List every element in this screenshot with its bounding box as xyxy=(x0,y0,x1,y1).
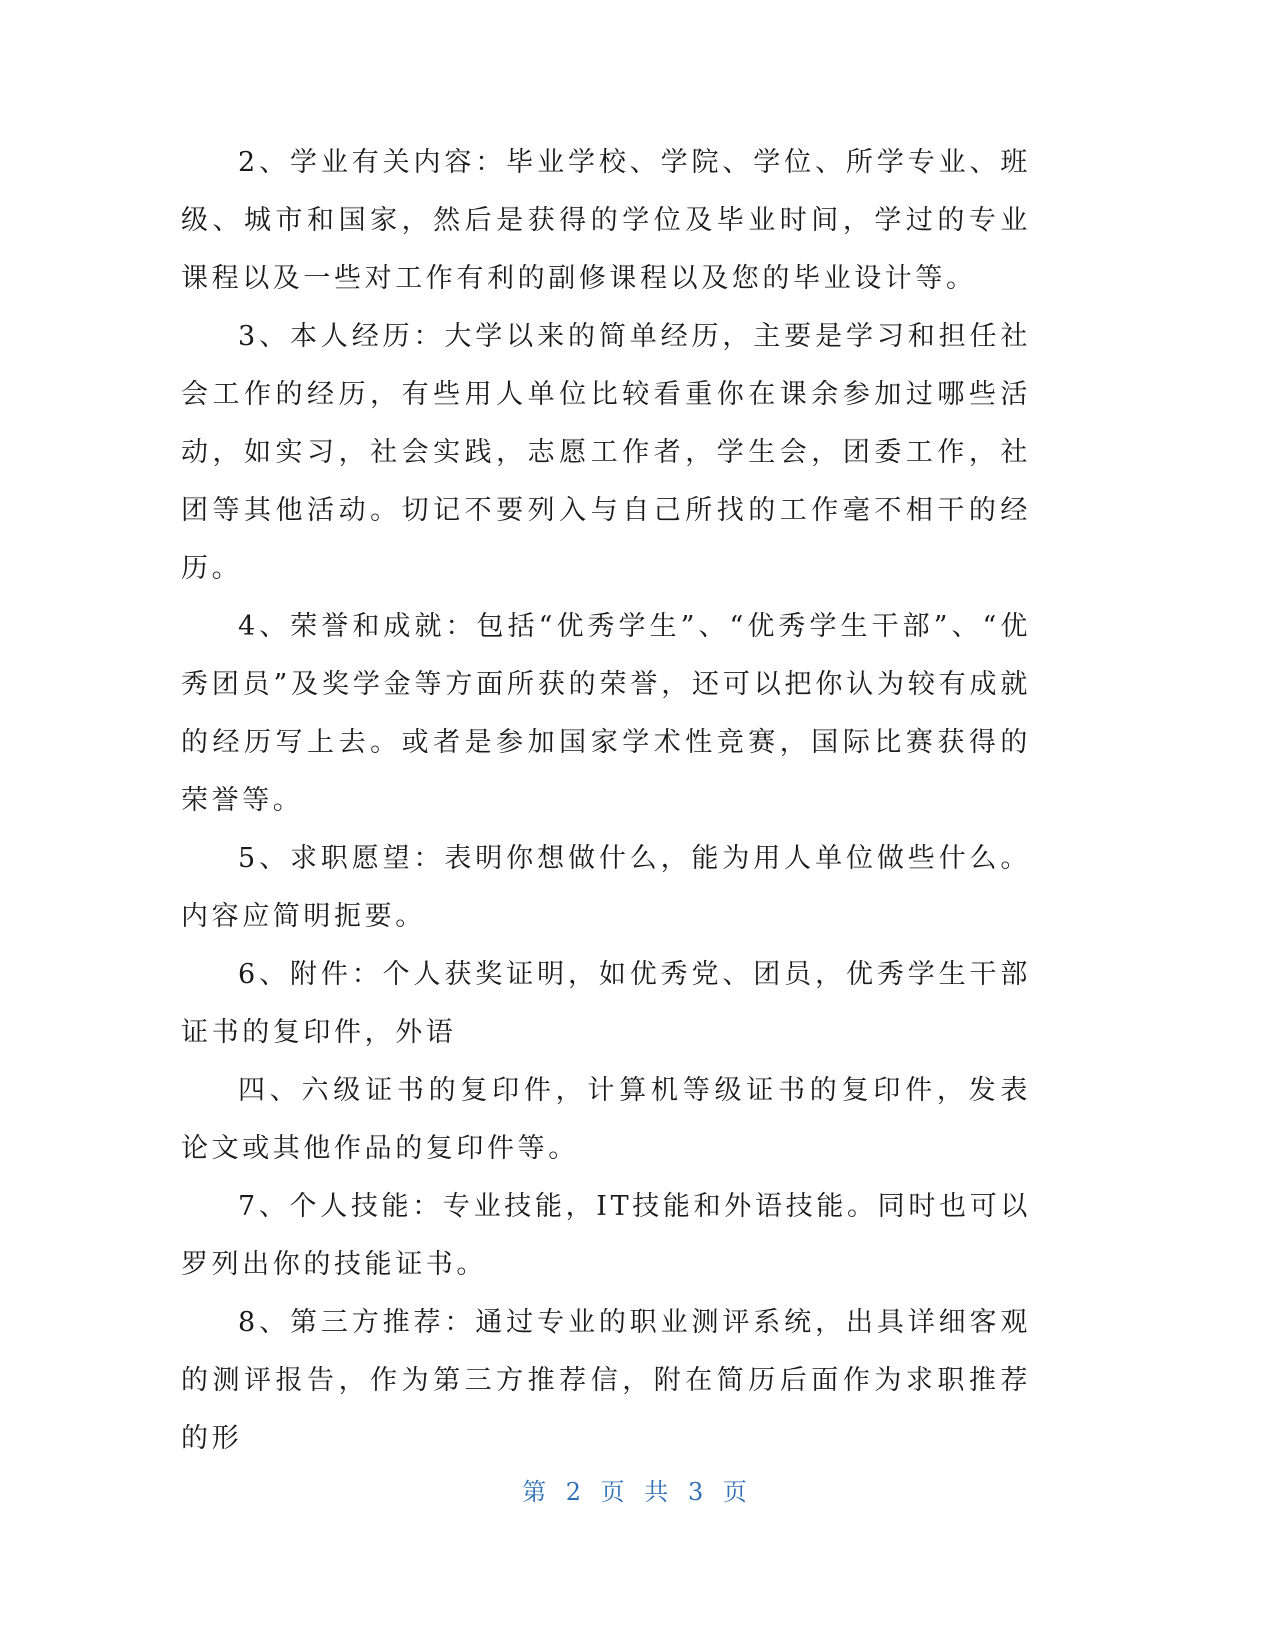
paragraph-honors: 4、荣誉和成就：包括“优秀学生”、“优秀学生干部”、“优秀团员”及奖学金等方面所获的荣誉，还可以把你认为较有成就的经历写上去。或者是参加国家学术性竞赛，国际比赛获得的荣誉等。 xyxy=(181,611,1031,816)
paragraph-academic: 2、学业有关内容：毕业学校、学院、学位、所学专业、班级、城市和国家，然后是获得的学位及毕业时间，学过的专业课程以及一些对工作有利的副修课程以及您的毕业设计等。 xyxy=(181,147,1031,294)
paragraph-skills: 7、个人技能：专业技能，IT技能和外语技能。同时也可以罗列出你的技能证书。 xyxy=(181,1191,1031,1280)
paragraph-third-party-recommendation: 8、第三方推荐：通过专业的职业测评系统，出具详细客观的测评报告，作为第三方推荐信，附在简历后面作为求职推荐的形 xyxy=(181,1307,1031,1454)
paragraph-job-objective: 5、求职愿望：表明你想做什么，能为用人单位做些什么。内容应简明扼要。 xyxy=(181,843,1031,932)
paragraph-experience: 3、本人经历：大学以来的简单经历，主要是学习和担任社会工作的经历，有些用人单位比较看重你在课余参加过哪些活动，如实习，社会实践，志愿工作者，学生会，团委工作，社团等其他活动。切记不要列入与自己所找的工作毫不相干的经历。 xyxy=(181,321,1031,584)
document-body xyxy=(181,134,1031,1468)
paragraph-certificates: 四、六级证书的复印件，计算机等级证书的复印件，发表论文或其他作品的复印件等。 xyxy=(181,1075,1031,1164)
paragraph-attachments: 6、附件：个人获奖证明，如优秀党、团员，优秀学生干部证书的复印件，外语 xyxy=(181,959,1031,1048)
page-number-footer: 第 2 页 共 3 页 xyxy=(522,1478,753,1506)
